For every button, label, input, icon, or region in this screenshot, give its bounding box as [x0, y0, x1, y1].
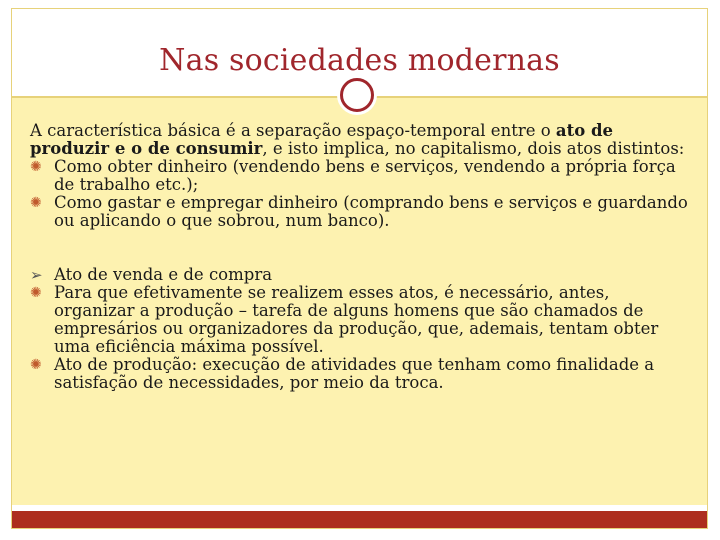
footer-bar	[12, 511, 707, 528]
intro-paragraph	[30, 122, 690, 158]
list-item-text: Ato de venda e de compra	[54, 265, 273, 284]
list-item	[30, 356, 690, 392]
swirl-bullet-icon: ✺	[30, 357, 42, 373]
list-item-text: Ato de produção: execução de atividades que tenham como finalidade a satisfação de necessidades, por meio da troca.	[54, 355, 655, 392]
arrow-list-item	[30, 266, 690, 284]
slide-title: Nas sociedades modernas	[159, 43, 560, 78]
swirl-bullet-icon: ✺	[30, 195, 42, 211]
swirl-bullet-icon: ✺	[30, 159, 42, 175]
ring-ornament-icon	[340, 78, 374, 112]
intro-text-before: A característica básica é a separação espaço-temporal entre o	[30, 121, 556, 140]
swirl-bullet-icon: ✺	[30, 285, 42, 301]
list-item-text: Como obter dinheiro (vendendo bens e serviços, vendendo a própria força de trabalho etc.);	[54, 157, 676, 194]
list-item	[30, 284, 690, 356]
list-item	[30, 158, 690, 194]
list-item-text: Para que efetivamente se realizem esses atos, é necessário, antes, organizar a produção – tarefa de alguns homens que são chamados de empresários ou organizadores da produção, que, ademais, tentam obter uma eficiência máxima possível.	[54, 283, 659, 356]
list-item	[30, 194, 690, 230]
list-item-text: Como gastar e empregar dinheiro (comprando bens e serviços e guardando ou aplicando o que sobrou, num banco).	[54, 193, 688, 230]
intro-bold-text: ato de produzir e o de consumir	[30, 121, 614, 158]
arrow-bullet-icon: ➢	[30, 266, 43, 284]
slide-content	[30, 122, 690, 392]
spacer	[30, 230, 690, 266]
intro-text-after: , e isto implica, no capitalismo, dois atos distintos:	[262, 139, 685, 158]
